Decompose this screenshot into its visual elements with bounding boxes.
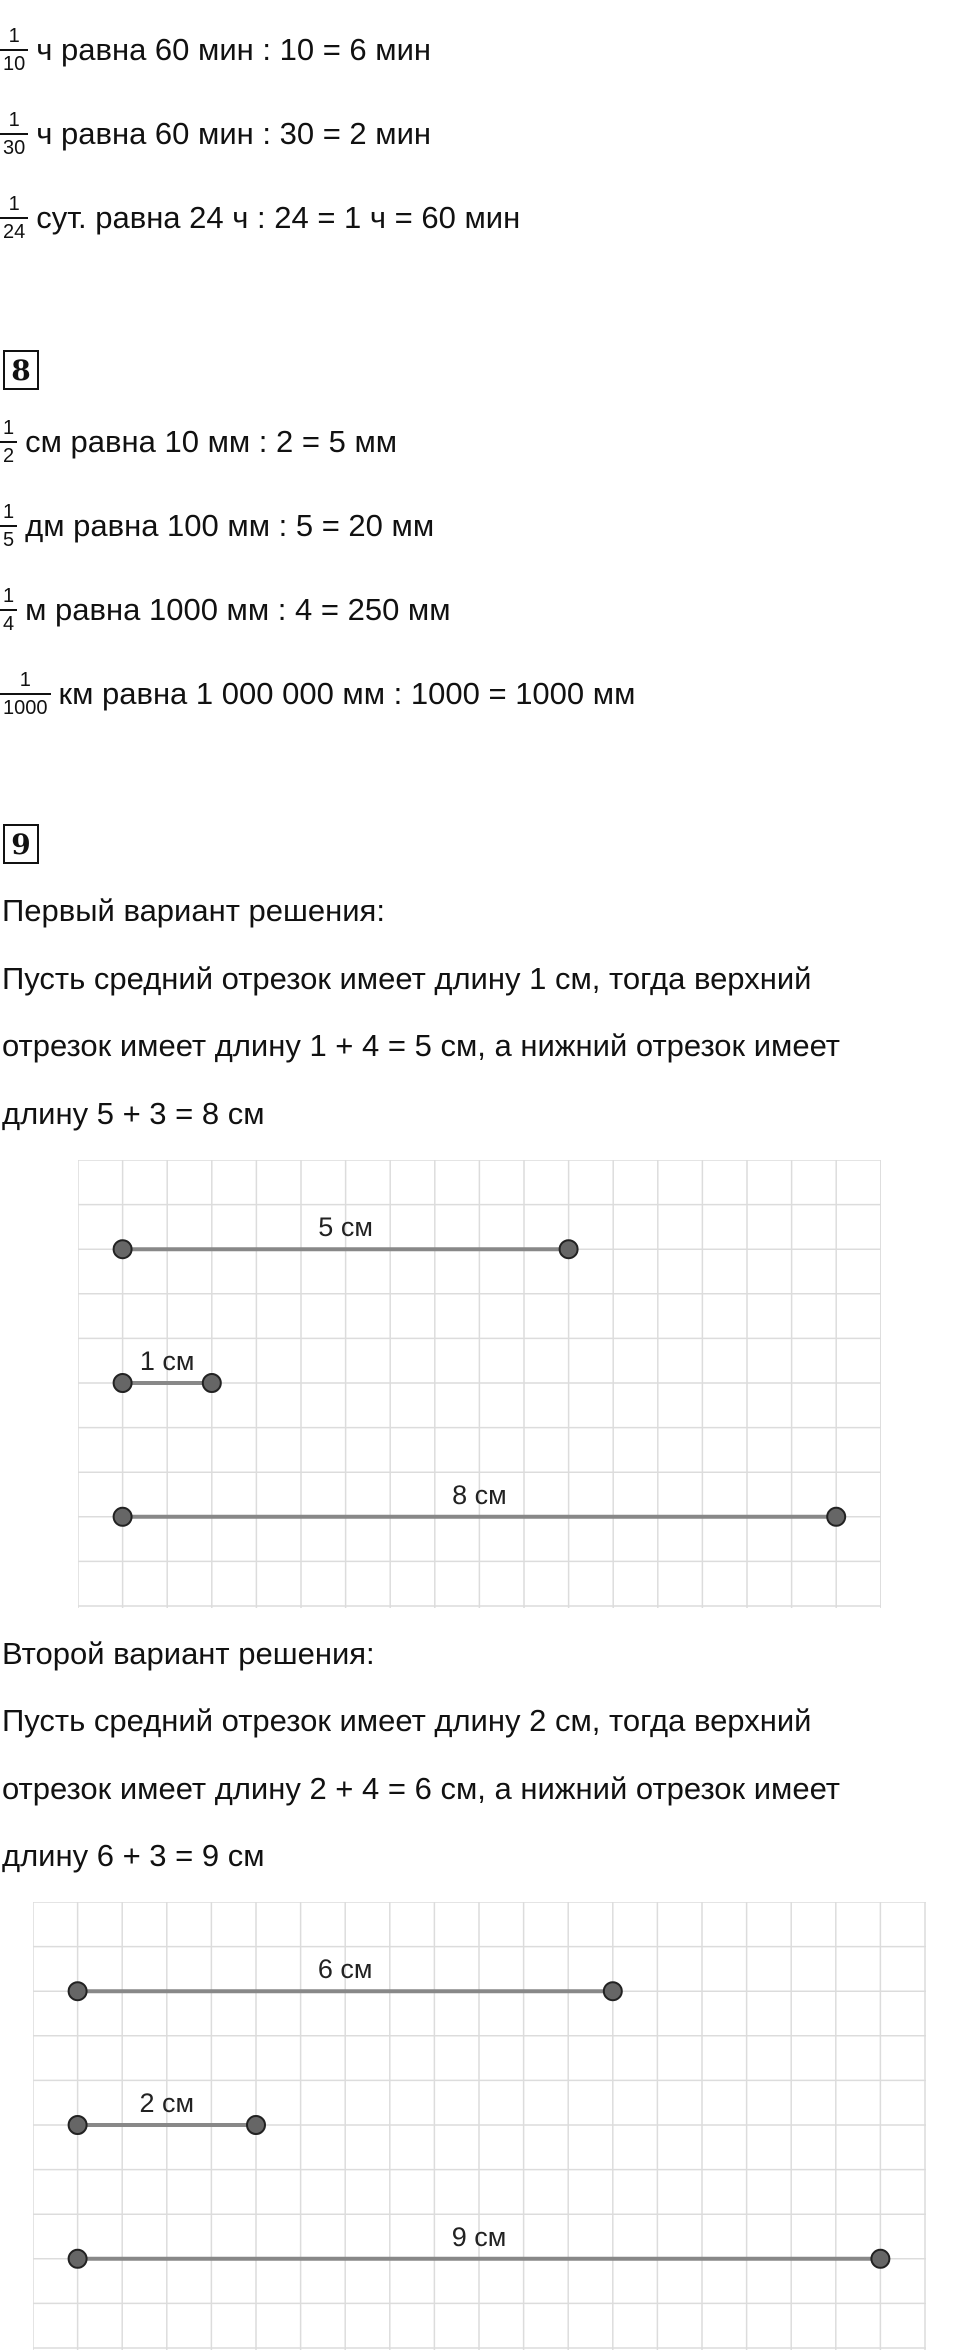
line-text: см равна 10 мм : 2 = 5 мм (25, 424, 398, 459)
segment-endpoint (114, 1374, 132, 1392)
segment-endpoint (203, 1374, 221, 1392)
variant1-line: отрезок имеет длину 1 + 4 = 5 см, а нижний отрезок имеет (2, 1028, 840, 1063)
segment-endpoint (604, 1982, 622, 2000)
task-number-8: 8 (3, 350, 39, 390)
task8-line (0, 670, 635, 718)
segment-label: 8 см (452, 1479, 507, 1510)
fraction: $\frac{1}{10}$ (0, 26, 28, 74)
fraction: $\frac{1}{2}$ (0, 418, 17, 466)
task8-line (0, 586, 451, 634)
line-text: ч равна 60 мин : 30 = 2 мин (36, 116, 432, 151)
variant1-line: Пусть средний отрезок имеет длину 1 см, тогда верхний (2, 961, 812, 996)
segment-endpoint (560, 1240, 578, 1258)
segment-endpoint (69, 1982, 87, 2000)
fraction: $\frac{1}{24}$ (0, 194, 28, 242)
segment-endpoint (247, 2116, 265, 2134)
segment-endpoint (827, 1508, 845, 1526)
variant2-line: отрезок имеет длину 2 + 4 = 6 см, а нижний отрезок имеет (2, 1771, 840, 1806)
segment-label: 6 см (317, 1954, 373, 1985)
variant2-line: длину 6 + 3 = 9 см (2, 1838, 265, 1873)
variant1-title: Первый вариант решения: (2, 893, 385, 928)
time-line (0, 110, 431, 158)
task-number-9: 9 (3, 824, 39, 864)
segments-grid-1 (78, 1160, 881, 1608)
segment-label: 2 см (139, 2088, 195, 2118)
line-text: ч равна 60 мин : 10 = 6 мин (36, 32, 432, 67)
fraction: $\frac{1}{1000}$ (0, 670, 51, 718)
segment-label: 9 см (451, 2221, 507, 2252)
time-line (0, 26, 431, 74)
segment-label: 1 см (139, 1346, 195, 1376)
segment-label: 5 см (318, 1212, 373, 1243)
task8-line (0, 502, 434, 550)
segments-grid-2 (33, 1902, 926, 2350)
fraction: $\frac{1}{30}$ (0, 110, 28, 158)
line-text: сут. равна 24 ч : 24 = 1 ч = 60 мин (36, 200, 521, 235)
fraction: $\frac{1}{4}$ (0, 586, 17, 634)
variant2-line: Пусть средний отрезок имеет длину 2 см, тогда верхний (2, 1703, 812, 1738)
fraction: $\frac{1}{5}$ (0, 502, 17, 550)
segment-endpoint (114, 1240, 132, 1258)
segment-endpoint (114, 1508, 132, 1526)
time-line (0, 194, 520, 242)
line-text: дм равна 100 мм : 5 = 20 мм (25, 508, 435, 543)
segment-endpoint (69, 2250, 87, 2268)
line-text: м равна 1000 мм : 4 = 250 мм (25, 592, 451, 627)
variant2-title: Второй вариант решения: (2, 1636, 375, 1671)
segment-endpoint (69, 2116, 87, 2134)
segment-endpoint (871, 2250, 889, 2268)
task8-line (0, 418, 397, 466)
line-text: км равна 1 000 000 мм : 1000 = 1000 мм (58, 676, 636, 711)
variant1-line: длину 5 + 3 = 8 см (2, 1096, 265, 1131)
